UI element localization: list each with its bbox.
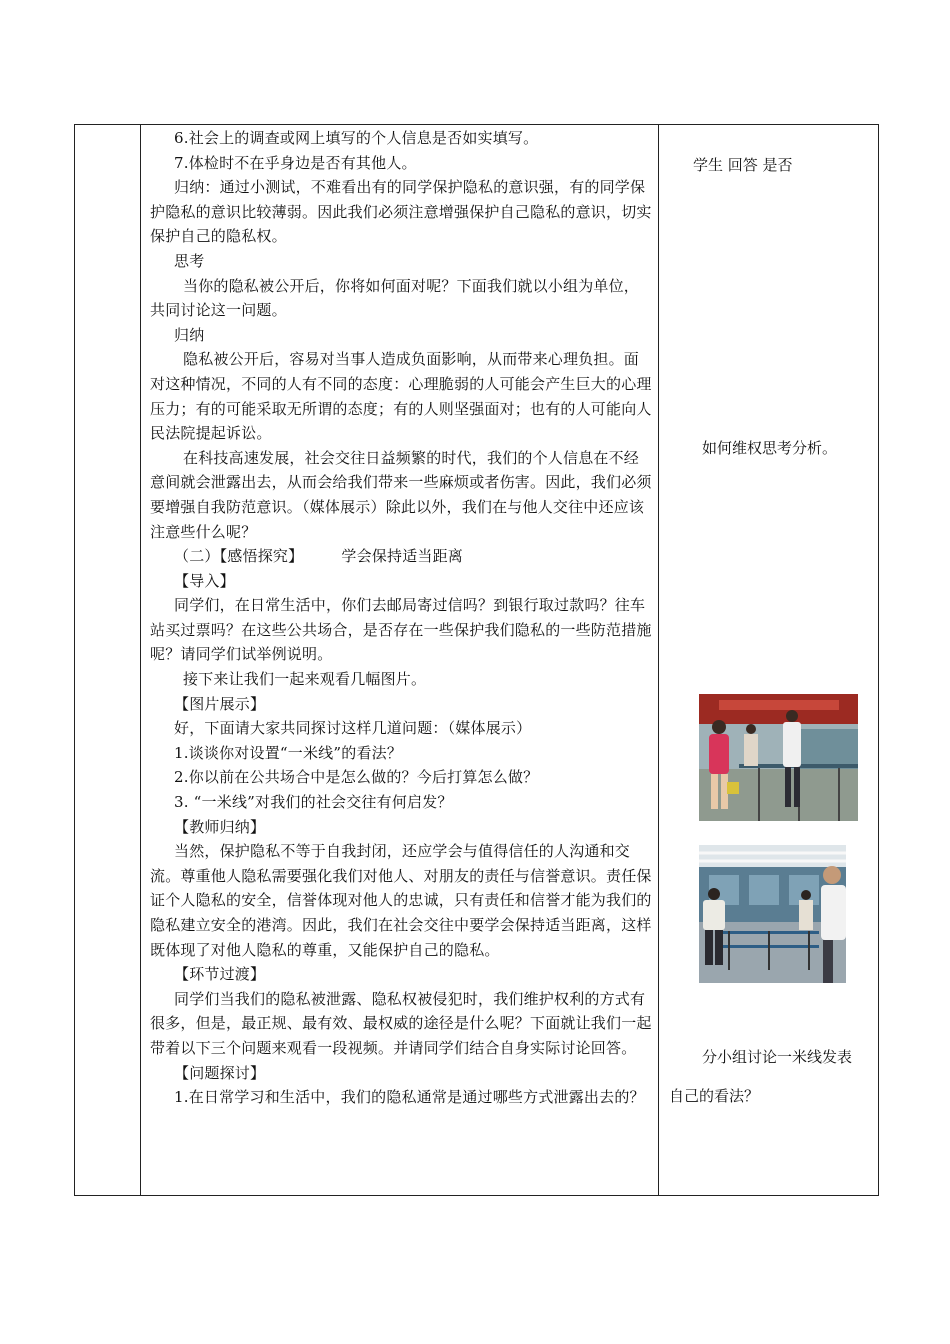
content-paragraph: 隐私被公开后，容易对当事人造成负面影响，从而带来心理负担。面对这种情况，不同的人有不同的态度：心理脆弱的人可能会产生巨大的心理压力；有的可能采取无所谓的态度；有的人则坚强面对；也有的人可能向人民法院提起诉讼。 [150, 350, 652, 443]
section-heading: 【导入】 [174, 571, 235, 590]
section-heading: 【图片展示】 [174, 694, 266, 713]
student-activity-cell [659, 125, 879, 1196]
section-heading: 归纳 [174, 325, 205, 344]
blank-column-cell [75, 125, 141, 1196]
content-line: 好，下面请大家共同探讨这样几道问题：（媒体展示） [174, 719, 532, 738]
section-heading: 思考 [174, 251, 205, 270]
content-paragraph: 在科技高速发展，社会交往日益频繁的时代，我们的个人信息在不经意间就会泄露出去，从而会给我们带来一些麻烦或者伤害。因此，我们必须要增强自我防范意识。（媒体展示）除此以外，我们在与他人交往中还应该注意些什么呢？ [150, 448, 652, 541]
section-heading: 【问题探讨】 [174, 1063, 266, 1082]
content-paragraph: 同学们当我们的隐私被泄露、隐私权被侵犯时，我们维护权利的方式有很多，但是，最正规、最有效、最权威的途径是什么呢？下面就让我们一起带着以下三个问题来观看一段视频。并请同学们结合自身实际讨论回答。 [150, 989, 652, 1057]
question-item: 1.在日常学习和生活中，我们的隐私通常是通过哪些方式泄露出去的？ [174, 1088, 645, 1107]
teaching-content-cell [141, 125, 659, 1196]
content-line: 接下来让我们一起来观看几幅图片。 [183, 670, 427, 689]
teaching-content [141, 125, 658, 1110]
content-line: 6.社会上的调查或网上填写的个人信息是否如实填写。 [174, 129, 539, 147]
question-item: 1.谈谈你对设置“一米线”的看法？ [174, 743, 403, 762]
section-heading: （二）【感悟探究】 学会保持适当距离 [174, 547, 464, 566]
student-note-opinion: 自己的看法？ [669, 1087, 760, 1105]
student-note-rights: 如何维权思考分析。 [702, 439, 838, 457]
content-paragraph: 归纳：通过小测试，不难看出有的同学保护隐私的意识强，有的同学保护隐私的意识比较薄弱。因此我们必须注意增强保护自己隐私的意识，切实保护自己的隐私权。 [150, 178, 652, 246]
student-note-discussion: 分小组讨论一米线发表 [702, 1048, 853, 1066]
section-heading: 【教师归纳】 [174, 817, 266, 836]
content-paragraph: 当你的隐私被公开后，你将如何面对呢？下面我们就以小组为单位，共同讨论这一问题。 [150, 276, 640, 320]
content-paragraph: 当然，保护隐私不等于自我封闭，还应学会与值得信任的人沟通和交流。尊重他人隐私需要强化我们对他人、对朋友的责任与信誉意识。责任保证个人隐私的安全，信誉体现对他人的忠诚，只有责任和信誉才能为我们的隐私建立安全的港湾。因此，我们在社会交往中要学会保持适当距离，这样既体现了对他人隐私的尊重，又能保护自己的隐私。 [150, 842, 652, 959]
question-item: 3. “一米线”对我们的社会交往有何启发？ [174, 793, 453, 812]
question-item: 2.你以前在公共场合中是怎么做的？今后打算怎么做？ [174, 768, 539, 787]
section-heading: 【环节过渡】 [174, 965, 266, 984]
one-meter-line-photo-1 [699, 694, 858, 821]
lesson-plan-table [74, 124, 879, 1196]
one-meter-line-photo-2 [699, 845, 846, 983]
content-paragraph: 同学们，在日常生活中，你们去邮局寄过信吗？到银行取过款吗？往车站买过票吗？在这些公共场合，是否存在一些保护我们隐私的一些防范措施呢？请同学们试举例说明。 [150, 596, 652, 664]
content-line: 7.体检时不在乎身边是否有其他人。 [174, 153, 417, 172]
table-row [75, 125, 879, 1196]
student-note-answer: 学生 回答 是否 [693, 156, 793, 174]
